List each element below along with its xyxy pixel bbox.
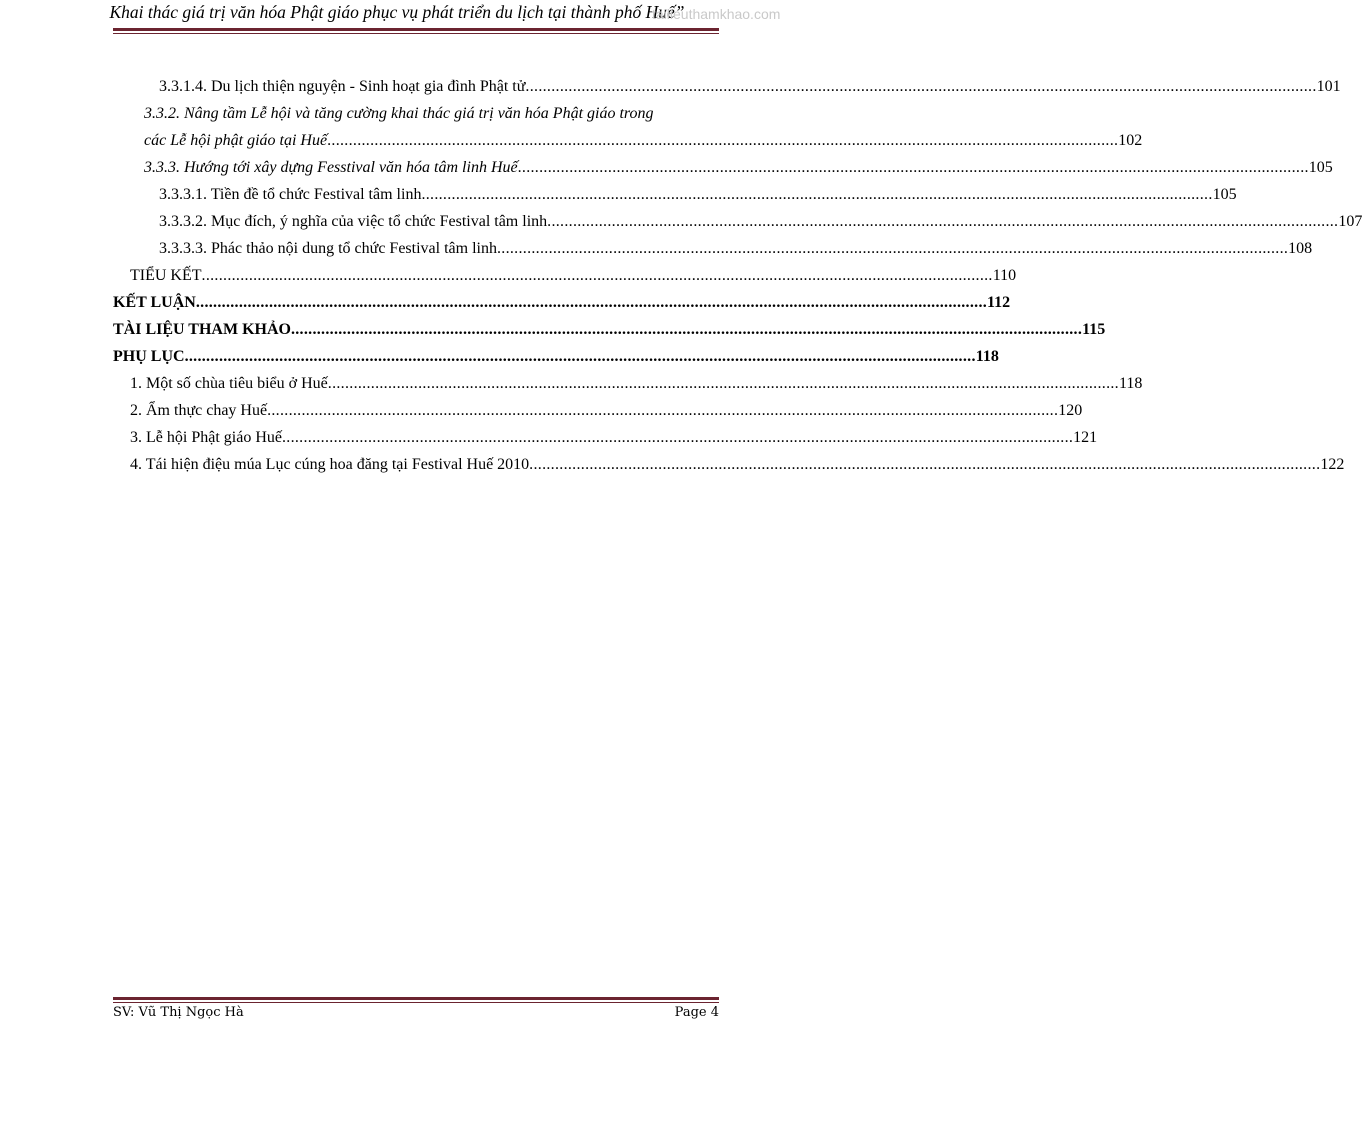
toc-entry[interactable] bbox=[159, 74, 1341, 100]
toc-entry-text: 3.3.3.1. Tiền đề tổ chức Festival tâm linh bbox=[159, 186, 422, 203]
toc-entry[interactable] bbox=[130, 371, 1143, 397]
footer-rule bbox=[113, 997, 719, 1003]
toc-entry-text-line1[interactable]: 3.3.2. Nâng tầm Lễ hội và tăng cường khai thác giá trị văn hóa Phật giáo trong bbox=[144, 105, 654, 122]
toc-leader-dots: ........................................................................................................................................................................................ bbox=[529, 456, 1321, 473]
toc-entry-page: 105 bbox=[1308, 159, 1333, 176]
watermark: tailieuthamkhao.com bbox=[652, 6, 781, 22]
toc-leader-dots: ........................................................................................................................................................................................ bbox=[327, 132, 1119, 149]
toc-leader-dots: ........................................................................................................................................................................................ bbox=[496, 240, 1289, 257]
toc-entry-text: PHỤ LỤC bbox=[113, 348, 185, 365]
toc-entry[interactable] bbox=[130, 398, 1083, 424]
toc-leader-dots: ........................................................................................................................................................................................ bbox=[525, 78, 1317, 95]
toc-leader-dots: ........................................................................................................................................................................................ bbox=[267, 402, 1059, 419]
toc-entry-page: 108 bbox=[1288, 240, 1313, 257]
toc-leader-dots: ........................................................................................................................................................................................ bbox=[547, 213, 1339, 230]
toc-leader-dots: ........................................................................................................................................................................................ bbox=[195, 294, 988, 311]
toc-entry-text: 1. Một số chùa tiêu biểu ở Huế bbox=[130, 375, 328, 392]
footer-student-name: SV: Vũ Thị Ngọc Hà bbox=[113, 1005, 244, 1020]
toc-entry-page: 118 bbox=[975, 348, 999, 365]
toc-entry[interactable] bbox=[159, 209, 1362, 235]
toc-entry-text: 4. Tái hiện điệu múa Lục cúng hoa đăng tại Festival Huế 2010 bbox=[130, 456, 530, 473]
toc-entry-text: TIỂU KẾT bbox=[130, 267, 202, 284]
toc-entry[interactable] bbox=[159, 182, 1237, 208]
toc-entry-page: 115 bbox=[1082, 321, 1106, 338]
toc-entry-page: 102 bbox=[1118, 132, 1143, 149]
header-title: Khai thác giá trị văn hóa Phật giáo phục vụ phát triển du lịch tại thành phố Huế” bbox=[109, 2, 685, 22]
toc-entry-text: KẾT LUẬN bbox=[113, 294, 196, 311]
toc-entry-page: 110 bbox=[992, 267, 1017, 284]
toc-leader-dots: ........................................................................................................................................................................................ bbox=[184, 348, 976, 365]
toc-entry-text: 3.3.3.2. Mục đích, ý nghĩa của việc tổ chức Festival tâm linh bbox=[159, 213, 548, 230]
toc-entry[interactable] bbox=[159, 236, 1313, 262]
toc-entry-page: 101 bbox=[1316, 78, 1341, 95]
toc-entry-page: 121 bbox=[1073, 429, 1098, 446]
toc-leader-dots: ........................................................................................................................................................................................ bbox=[281, 429, 1074, 446]
toc-leader-dots: ........................................................................................................................................................................................ bbox=[201, 267, 993, 284]
toc-leader-dots: ........................................................................................................................................................................................ bbox=[517, 159, 1309, 176]
toc-entry-page: 118 bbox=[1118, 375, 1143, 392]
toc-leader-dots: ........................................................................................................................................................................................ bbox=[421, 186, 1213, 203]
toc-entry-text: 3. Lễ hội Phật giáo Huế bbox=[130, 429, 282, 446]
toc-entry-page: 105 bbox=[1212, 186, 1237, 203]
toc-entry-text: 3.3.3. Hướng tới xây dựng Fesstival văn hóa tâm linh Huế bbox=[144, 159, 518, 176]
toc-entry-page: 120 bbox=[1058, 402, 1083, 419]
header-rule bbox=[113, 28, 719, 34]
toc-entry[interactable] bbox=[113, 344, 999, 370]
toc-entry-text: các Lễ hội phật giáo tại Huế bbox=[144, 132, 328, 149]
toc-entry-page: 112 bbox=[987, 294, 1011, 311]
toc-entry-text: 2. Ẩm thực chay Huế bbox=[130, 402, 268, 419]
toc-entry-page: 107 bbox=[1338, 213, 1362, 230]
toc-entry-text: 3.3.3.3. Phác thảo nội dung tổ chức Festival tâm linh bbox=[159, 240, 497, 257]
toc-entry-text: TÀI LIỆU THAM KHẢO bbox=[113, 321, 291, 338]
toc-entry[interactable] bbox=[144, 155, 1333, 181]
toc-entry-text: 3.3.1.4. Du lịch thiện nguyện - Sinh hoạt gia đình Phật tử bbox=[159, 78, 526, 95]
toc-leader-dots: ........................................................................................................................................................................................ bbox=[327, 375, 1119, 392]
toc-entry[interactable] bbox=[130, 452, 1345, 478]
toc-entry[interactable] bbox=[113, 290, 1011, 316]
toc-leader-dots: ........................................................................................................................................................................................ bbox=[290, 321, 1083, 338]
toc-entry[interactable] bbox=[130, 263, 1017, 289]
toc-entry[interactable] bbox=[113, 317, 1106, 343]
footer-page-number: Page 4 bbox=[674, 1005, 719, 1020]
toc-entry-page: 122 bbox=[1320, 456, 1345, 473]
toc-entry[interactable] bbox=[144, 128, 1143, 154]
toc-entry[interactable] bbox=[130, 425, 1098, 451]
